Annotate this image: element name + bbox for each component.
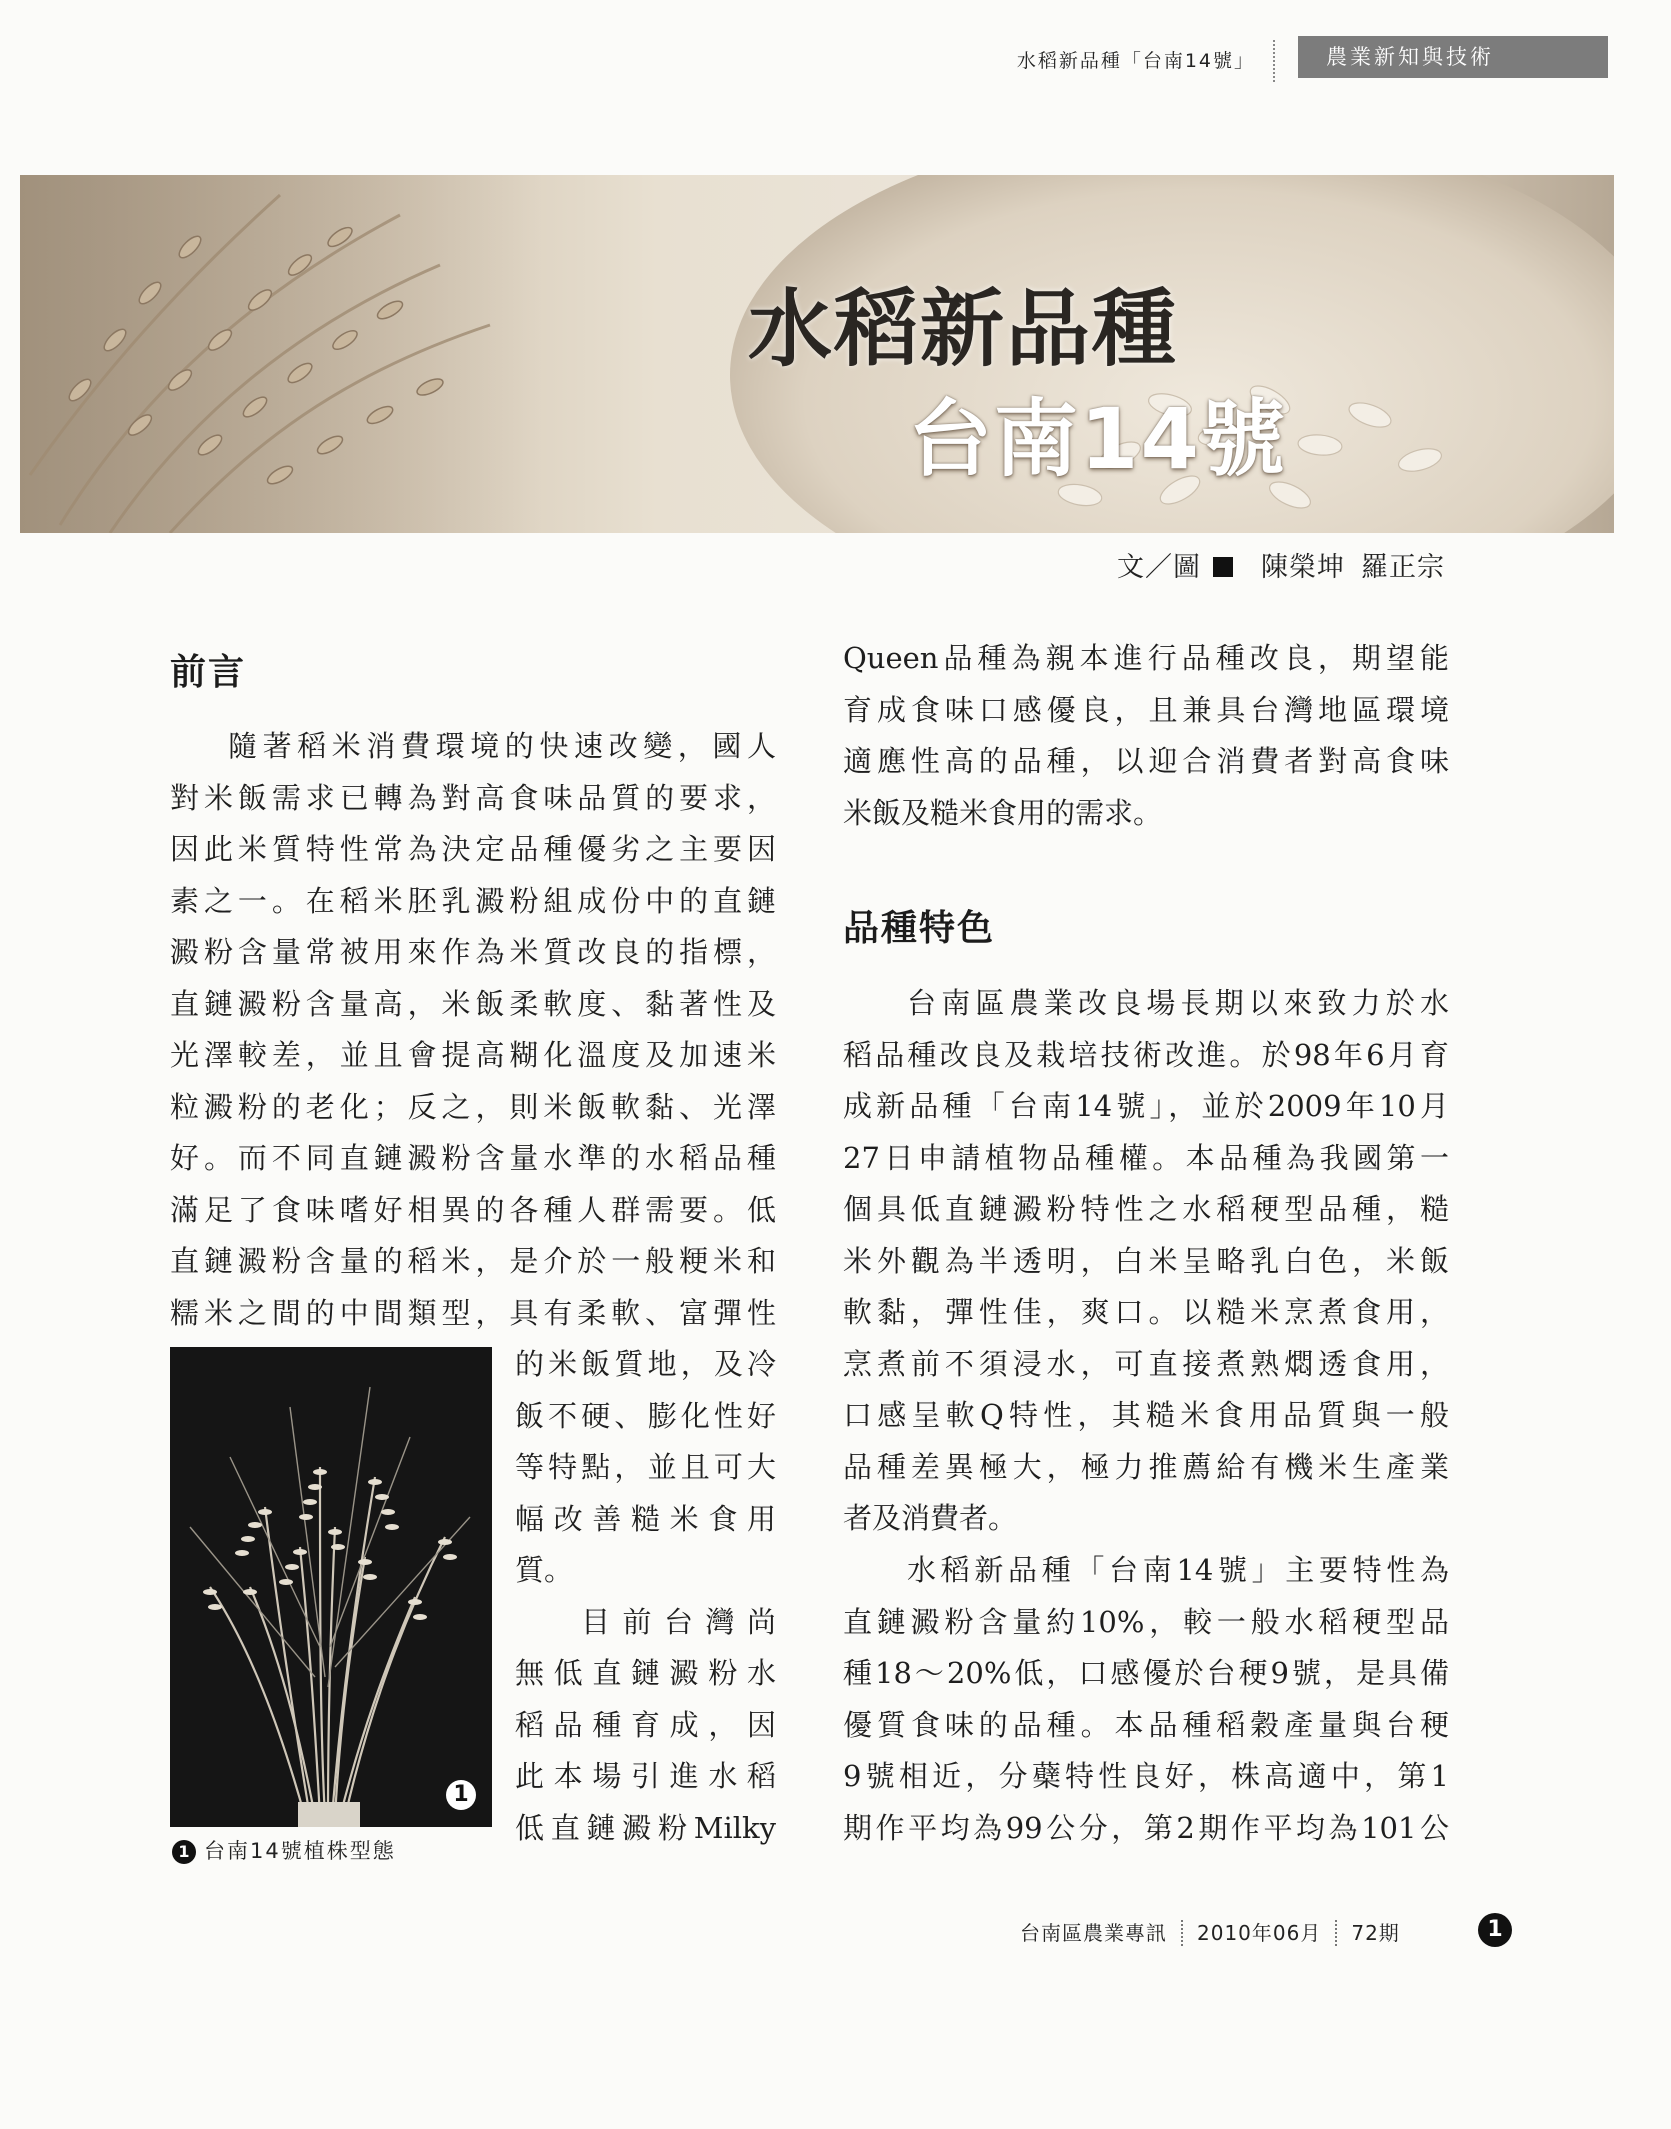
text-line: 期作平均為99公分，第2期作平均為101公: [843, 1810, 1449, 1845]
text-line: 個具低直鏈澱粉特性之水稻稉型品種，糙: [843, 1192, 1449, 1226]
features-heading: 品種特色: [843, 908, 996, 949]
text-line: 目前台灣尚: [581, 1604, 776, 1639]
figure-caption: [172, 1835, 396, 1865]
text-line: 稻品種育成，因: [515, 1707, 776, 1742]
text-line: 直鏈澱粉含量約10%，較一般水稻稉型品: [843, 1604, 1449, 1639]
text-line: 的米飯質地，及冷: [515, 1347, 776, 1381]
text-line: 素之一。在稻米胚乳澱粉組成份中的直鏈: [170, 883, 776, 918]
caption-text: 台南14號植株型態: [204, 1839, 396, 1863]
author-1: 陳榮坤: [1261, 552, 1345, 583]
byline: [1000, 545, 1445, 584]
byline-square-icon: [1213, 557, 1233, 577]
text-line: 無低直鏈澱粉水: [515, 1656, 776, 1690]
caption-number-badge: 1: [172, 1840, 196, 1864]
header-breadcrumb: 水稻新品種「台南14號」: [1016, 50, 1255, 72]
figure-number-badge: 1: [446, 1780, 476, 1810]
article-title-line1: 水稻新品種: [748, 280, 1179, 378]
intro-heading: 前言: [170, 652, 247, 693]
text-line: 種18～20%低，口感優於台稉9號，是具備: [843, 1656, 1449, 1690]
text-line: 適應性高的品種，以迎合消費者對高食味: [843, 744, 1449, 778]
text-line: 成新品種「台南14號」，並於2009年10月: [843, 1089, 1449, 1123]
text-line: 等特點，並且可大: [515, 1450, 776, 1484]
footer-issue: 72期: [1351, 1921, 1400, 1945]
header-divider: [1273, 40, 1275, 82]
text-line: 育成食味口感優良，且兼具台灣地區環境: [843, 692, 1449, 727]
footer-divider: [1181, 1920, 1183, 1946]
text-line: 口感呈軟Q特性，其糙米食用品質與一般: [843, 1398, 1449, 1432]
footer-date: 2010年06月: [1197, 1921, 1322, 1945]
text-line: 隨著稻米消費環境的快速改變，國人: [228, 729, 776, 763]
article-title-line2: 台南14號: [908, 390, 1287, 488]
intro-text-full: [170, 721, 776, 1339]
rice-plant-photo: [170, 1347, 492, 1827]
text-line: 對米飯需求已轉為對高食味品質的要求，: [170, 780, 776, 815]
text-line: 烹煮前不須浸水，可直接煮熟燜透食用，: [843, 1346, 1449, 1381]
text-line: 軟黏，彈性佳，爽口。以糙米烹煮食用，: [843, 1295, 1449, 1329]
text-line: 9號相近，分蘗特性良好，株高適中，第1: [843, 1759, 1449, 1793]
author-2: 羅正宗: [1361, 552, 1445, 583]
footer-publication: 台南區農業專訊: [1020, 1921, 1167, 1945]
right-continuation-text: [843, 633, 1449, 839]
text-line: 米外觀為半透明，白米呈略乳白色，米飯: [843, 1243, 1449, 1278]
text-line: 水稻新品種「台南14號」主要特性為: [907, 1553, 1449, 1587]
text-line: 粒澱粉的老化；反之，則米飯軟黏、光澤: [170, 1089, 776, 1124]
features-paragraph-2: [843, 1545, 1449, 1854]
rice-plant-illustration: [170, 1347, 492, 1827]
text-line: 稻品種改良及栽培技術改進。於98年6月育: [843, 1037, 1449, 1072]
header-section-tab: 農業新知與技術: [1298, 36, 1608, 78]
text-line: 質。: [515, 1553, 574, 1587]
text-line: 27日申請植物品種權。本品種為我國第一: [843, 1140, 1449, 1175]
text-line: 品種差異極大，極力推薦給有機米生產業: [843, 1449, 1449, 1484]
features-paragraph-1: [843, 978, 1449, 1545]
text-line: 低直鏈澱粉Milky: [515, 1810, 776, 1845]
text-line: 滿足了食味嗜好相異的各種人群需要。低: [170, 1192, 776, 1227]
text-line: 光澤較差，並且會提高糊化溫度及加速米: [170, 1038, 776, 1072]
text-line: 直鏈澱粉含量的稻米，是介於一般粳米和: [170, 1244, 776, 1278]
text-line: 澱粉含量常被用來作為米質改良的指標，: [170, 935, 776, 969]
page-footer: [1020, 1917, 1400, 1946]
text-line: 因此米質特性常為決定品種優劣之主要因: [170, 832, 776, 866]
text-line: 台南區農業改良場長期以來致力於水: [907, 986, 1449, 1020]
text-line: 優質食味的品種。本品種稻穀產量與台稉: [843, 1707, 1449, 1742]
byline-label: 文／圖: [1117, 552, 1201, 583]
text-line: 糯米之間的中間類型，具有柔軟、富彈性: [170, 1295, 776, 1330]
text-line: 飯不硬、膨化性好: [515, 1398, 776, 1433]
text-line: 此本場引進水稻: [515, 1759, 776, 1793]
page-number-badge: 1: [1478, 1913, 1512, 1947]
intro-text-narrow: [515, 1339, 776, 1854]
text-line: Queen品種為親本進行品種改良，期望能: [843, 641, 1449, 675]
text-line: 好。而不同直鏈澱粉含量水準的水稻品種: [170, 1141, 776, 1175]
text-line: 者及消費者。: [843, 1501, 1018, 1535]
footer-divider: [1335, 1920, 1337, 1946]
text-line: 直鏈澱粉含量高，米飯柔軟度、黏著性及: [170, 986, 776, 1021]
text-line: 米飯及糙米食用的需求。: [843, 795, 1163, 830]
text-line: 幅改善糙米食用: [515, 1501, 776, 1536]
